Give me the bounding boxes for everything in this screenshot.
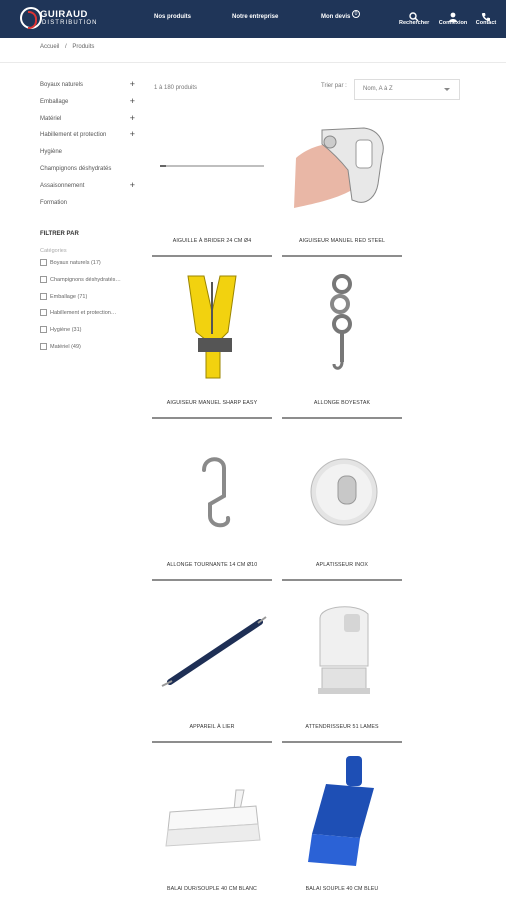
- category-filters: [40, 259, 135, 360]
- search-button[interactable]: [399, 9, 429, 31]
- sort-value: Nom, A à Z: [363, 86, 393, 92]
- quote-count-badge: 0: [352, 10, 360, 18]
- spiral-hook-image[interactable]: [282, 262, 402, 397]
- contact-label: Contact: [475, 20, 497, 26]
- filter-title: FILTRER PAR: [40, 231, 79, 237]
- login-button[interactable]: [438, 9, 468, 31]
- product-name[interactable]: ATTENDRISSEUR 51 LAMES: [305, 724, 379, 730]
- filter-checkbox[interactable]: [40, 343, 135, 360]
- tenderizer-image[interactable]: [282, 586, 402, 721]
- category-menu: [40, 80, 135, 214]
- nav-quote[interactable]: Mon devis: [321, 14, 351, 20]
- product-name[interactable]: AIGUISEUR MANUEL RED STEEL: [299, 238, 385, 244]
- product-name[interactable]: AIGUISEUR MANUEL SHARP EASY: [166, 400, 258, 406]
- guiraud-logo[interactable]: [20, 7, 102, 31]
- filter-label: Matériel (49): [50, 343, 81, 350]
- blue-broom-image[interactable]: [282, 748, 402, 883]
- checkbox-icon[interactable]: [40, 326, 47, 333]
- product-name[interactable]: BALAI SOUPLE 40 CM BLEU: [305, 886, 379, 892]
- product-card[interactable]: [282, 424, 402, 584]
- sort-select[interactable]: [354, 79, 460, 100]
- chevron-down-icon: [444, 88, 450, 91]
- category-habillement[interactable]: [40, 130, 135, 147]
- logo-text-sub: DISTRIBUTION: [42, 20, 98, 26]
- logo-mark-icon: [20, 7, 42, 29]
- nav-company[interactable]: Notre entreprise: [232, 14, 279, 20]
- sort-label: Trier par :: [321, 83, 347, 89]
- expand-plus-icon[interactable]: +: [129, 179, 135, 190]
- filter-checkbox[interactable]: [40, 259, 135, 276]
- category-assaisonnement[interactable]: [40, 181, 135, 198]
- product-name[interactable]: AIGUILLE À BRIDER 24 CM Ø4: [172, 238, 252, 244]
- tying-tool-image[interactable]: [152, 586, 272, 721]
- category-label: Assaisonnement: [40, 182, 85, 189]
- product-card[interactable]: [152, 424, 272, 584]
- card-divider: [152, 255, 272, 257]
- filter-checkbox[interactable]: [40, 326, 135, 343]
- yellow-sharpener-image[interactable]: [152, 262, 272, 397]
- product-name[interactable]: ALLONGE BOYESTAK: [313, 400, 371, 406]
- checkbox-icon[interactable]: [40, 276, 47, 283]
- category-label: Matériel: [40, 115, 62, 122]
- flattener-image[interactable]: [282, 424, 402, 559]
- card-divider: [152, 579, 272, 581]
- breadcrumb-home[interactable]: Accueil: [40, 44, 60, 50]
- product-name[interactable]: ALLONGE TOURNANTE 14 CM Ø10: [166, 562, 258, 568]
- product-card[interactable]: [282, 586, 402, 746]
- product-card[interactable]: [152, 262, 272, 422]
- checkbox-icon[interactable]: [40, 343, 47, 350]
- filter-label: Habillement et protection…: [50, 310, 117, 317]
- expand-plus-icon[interactable]: +: [129, 79, 135, 89]
- breadcrumb-divider: [0, 62, 506, 63]
- search-icon: [399, 9, 429, 19]
- category-label: Boyaux naturels: [40, 82, 84, 88]
- product-card[interactable]: [152, 100, 272, 260]
- product-card[interactable]: [152, 748, 272, 900]
- category-label: Emballage: [40, 98, 69, 105]
- filter-checkbox[interactable]: [40, 293, 135, 310]
- category-materiel[interactable]: [40, 114, 135, 131]
- category-label: Habillement et protection: [40, 132, 107, 139]
- checkbox-icon[interactable]: [40, 293, 47, 300]
- breadcrumb: [40, 44, 98, 50]
- category-label: Formation: [40, 199, 68, 206]
- card-divider: [282, 741, 402, 743]
- filter-label: Hygiène (31): [50, 327, 82, 334]
- filter-label: Boyaux naturels (17): [50, 260, 101, 266]
- site-header: [0, 0, 506, 38]
- category-label: Hygiène: [40, 149, 63, 156]
- needle-image[interactable]: [152, 100, 272, 235]
- breadcrumb-separator: /: [65, 44, 67, 50]
- card-divider: [282, 255, 402, 257]
- product-card[interactable]: [152, 586, 272, 746]
- product-count: 1 à 180 produits: [154, 85, 198, 91]
- product-name[interactable]: APPAREIL À LIER: [189, 724, 235, 730]
- expand-plus-icon[interactable]: +: [129, 129, 135, 140]
- logo-text-main: GUIRAUD: [40, 9, 88, 20]
- login-label: Connexion: [438, 20, 468, 26]
- filter-checkbox[interactable]: [40, 309, 135, 326]
- phone-icon: [471, 9, 501, 19]
- card-divider: [282, 417, 402, 419]
- filter-subtitle: Catégories: [40, 248, 67, 254]
- category-boyaux[interactable]: [40, 80, 135, 97]
- search-label: Rechercher: [399, 20, 430, 26]
- checkbox-icon[interactable]: [40, 309, 47, 316]
- expand-plus-icon[interactable]: +: [129, 112, 135, 123]
- contact-button[interactable]: [471, 9, 501, 31]
- s-hook-image[interactable]: [152, 424, 272, 559]
- product-card[interactable]: [282, 748, 402, 900]
- expand-plus-icon[interactable]: +: [129, 95, 135, 106]
- white-broom-image[interactable]: [152, 748, 272, 883]
- category-label: Champignons déshydratés: [40, 165, 112, 172]
- nav-products[interactable]: Nos produits: [154, 14, 191, 20]
- card-divider: [282, 579, 402, 581]
- sharpener-hand-image[interactable]: [282, 100, 402, 235]
- category-champignons[interactable]: [40, 164, 135, 181]
- breadcrumb-current: Produits: [72, 44, 95, 50]
- product-name[interactable]: BALAI DUR/SOUPLE 40 CM BLANC: [167, 886, 257, 892]
- filter-checkbox[interactable]: [40, 276, 135, 293]
- card-divider: [152, 417, 272, 419]
- category-formation[interactable]: [40, 198, 135, 215]
- filter-label: Champignons déshydratés…: [50, 276, 121, 283]
- category-emballage[interactable]: [40, 97, 135, 114]
- checkbox-icon[interactable]: [40, 259, 47, 266]
- product-name[interactable]: APLATISSEUR INOX: [315, 562, 369, 568]
- product-card[interactable]: [282, 262, 402, 422]
- user-icon: [438, 9, 468, 19]
- filter-label: Emballage (71): [50, 293, 88, 300]
- card-divider: [152, 741, 272, 743]
- product-card[interactable]: [282, 100, 402, 260]
- category-hygiene[interactable]: [40, 147, 135, 164]
